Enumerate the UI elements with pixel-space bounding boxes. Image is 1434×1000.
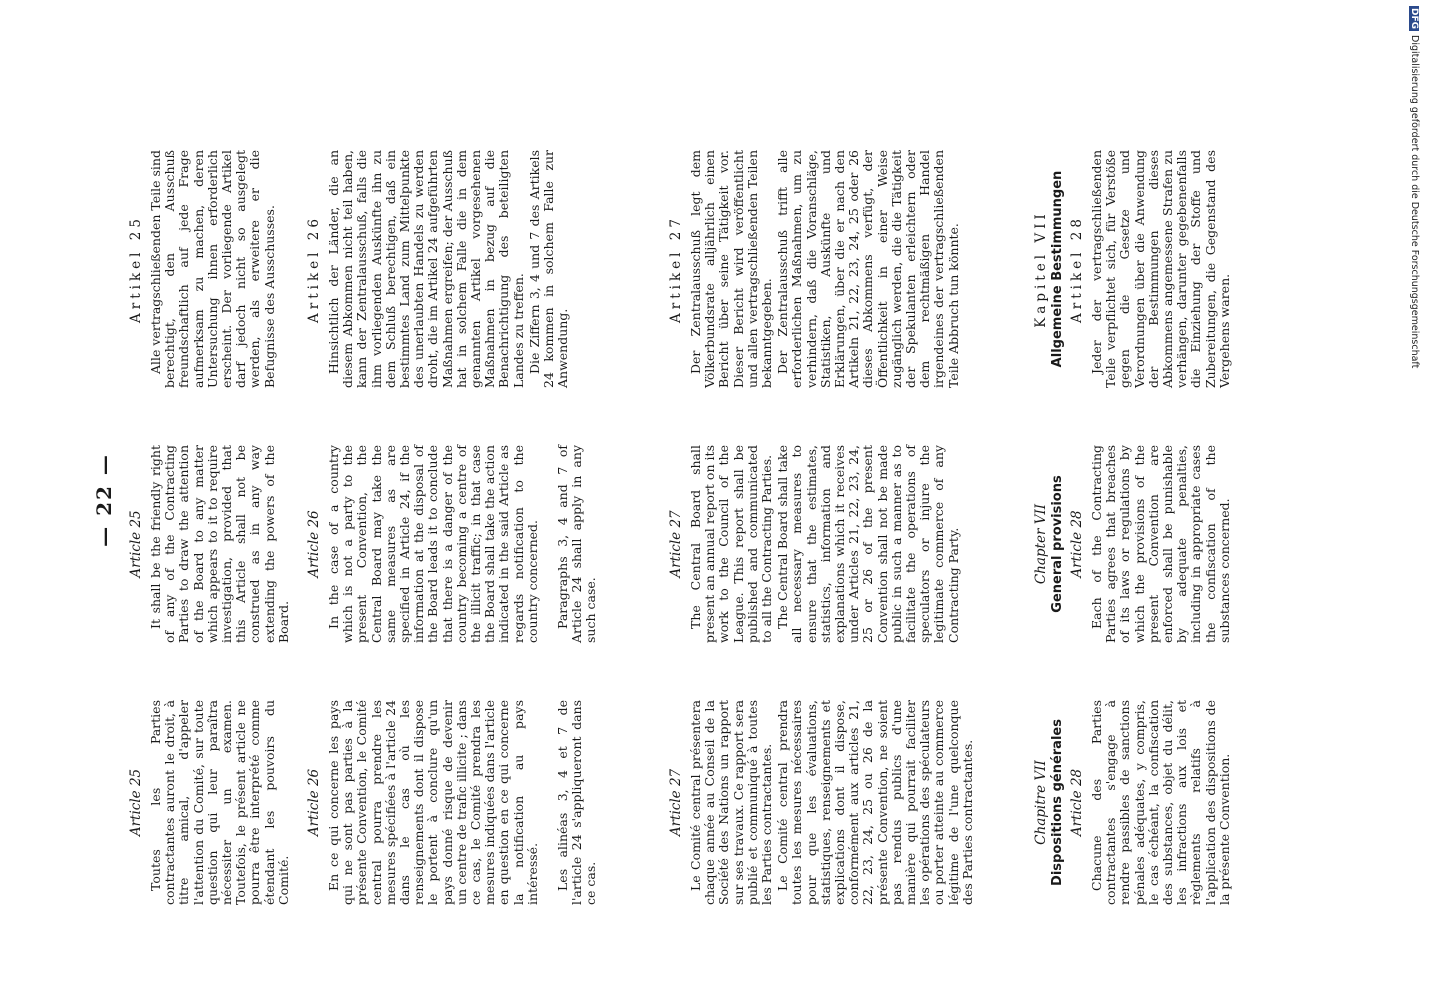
article-heading: Artikel 27: [668, 215, 684, 323]
article-text: In the case of a country which is not a party to the present Convention, the Central Board may take the same measures as are specified in Article 24, if the information at the disposal of the Board leads it to conclude that there is a danger of the country becoming a centre of the illicit traffic; in that case the Board shall take the action indicated in the said Article as regards notification to the country concerned.: [326, 445, 540, 643]
page-number: — 22 —: [92, 453, 116, 547]
french-article-27: [668, 700, 975, 905]
article-heading: Artikel 25: [128, 215, 144, 323]
article-heading: Artikel 26: [306, 215, 322, 323]
article-heading: Article 26: [306, 768, 322, 837]
dfg-logo-icon: DFG: [1409, 8, 1419, 30]
article-text: Each of the Contracting Parties agrees that breaches of its laws or regulations by which the provisions of the present Convention are enforced shall be punishable by adequate penalties, including in appropriate cases the confiscation of the substances concerned.: [1089, 445, 1232, 643]
article-text: The Central Board shall present an annual report on its work to the Council of the League. This report shall be published and communicated to all the Contracting Parties.: [688, 445, 775, 643]
article-heading: Article 27: [668, 510, 684, 578]
german-article-27: [668, 150, 961, 388]
french-article-26: [306, 700, 599, 905]
article-heading: Article 25: [128, 510, 144, 578]
chapter-heading: Chapitre VII: [1033, 760, 1049, 845]
article-text: Der Zentralausschuß trifft alle erforderlichen Maßnahmen, um zu verhindern, daß die Voranschläge, Statistiken, Auskünfte und Erklärungen, über die er nach den Artikeln 21, 22, 23, 24, 25 oder 26 dieses Abkommens verfügt, der Öffentlichkeit in einer Weise zugänglich werden, die die Tätigkeit der Spekulanten erleichtern oder dem rechtmäßigen Handel irgendeines der vertragschließenden Teile Abbruch tun könnte.: [775, 150, 961, 388]
chapter-heading: Chapter VII: [1033, 503, 1049, 585]
article-text: En ce qui concerne les pays qui ne sont pas parties à la présente Convention, le Comité central pourra prendre les mesures spécifiées à l'article 24 dans le cas où les renseignements dont il dispose le portent à conclure qu'un pays donné risque de devenir un centre de trafic illicite ; dans ce cas, le Comité prendra les mesures indiquées dans l'article en question en ce qui concerne la notification au pays intéressé.: [326, 700, 540, 905]
article-text: Der Zentralausschuß legt dem Völkerbundsrate alljährlich einen Bericht über seine Tätigkeit vor. Dieser Bericht wird veröffentlicht und allen vertragschließenden Teilen bekanntgegeben.: [688, 150, 775, 388]
article-heading: Artikel 28: [1069, 215, 1085, 323]
french-article-25: [128, 700, 291, 905]
article-text: It shall be the friendly right of any of the Contracting Parties to draw the attention of the Board to any matter which appears to it to require investigation, provided that this Article shall not be construed as in any way extending the powers of the Board.: [148, 445, 291, 643]
article-text: Die Ziffern 3, 4 und 7 des Artikels 24 kommen in solchem Falle zur Anwendung.: [526, 150, 571, 388]
article-text: Alle vertragschließenden Teile sind berechtigt, den Ausschuß freundschaftlich auf jede Frage aufmerksam zu machen, deren Untersuchung ihnen erforderlich erscheint. Der vorliegende Artikel darf jedoch nicht so ausgelegt werden, als erweitere er die Befugnisse des Ausschusses.: [148, 150, 277, 388]
chapter-title: Allgemeine Bestimmungen: [1050, 170, 1065, 368]
english-article-26: [306, 445, 599, 643]
article-heading: Article 25: [128, 768, 144, 837]
german-chapter-7: [1033, 150, 1232, 388]
article-heading: Article 28: [1069, 768, 1085, 837]
german-article-25: [128, 150, 277, 388]
english-article-25: [128, 445, 291, 643]
article-text: Paragraphs 3, 4 and 7 of Article 24 shall apply in any such case.: [555, 445, 599, 643]
credit-text: Digitalisierung gefördert durch die Deutsche Forschungsgemeinschaft: [1409, 35, 1420, 369]
article-heading: Article 28: [1069, 510, 1085, 578]
german-article-26: [306, 150, 570, 388]
article-text: Les alinéas 3, 4 et 7 de l'article 24 s'appliqueront dans ce cas.: [555, 700, 599, 905]
chapter-title: Dispositions générales: [1050, 719, 1065, 886]
article-text: Hinsichtlich der Länder, die an diesem Abkommen nicht teil haben, kann der Zentralausschuß, falls die ihm vorliegenden Auskünfte ihn zu dem Schluß berechtigen, daß ein bestimmtes Land zum Mittelpunkte des unerlaubten Handels zu werden droht, die im Artikel 24 aufgeführten Maßnahmen ergreifen; der Ausschuß hat in solchem Falle die in dem genannten Artikel vorgesehenen Maßnahmen in bezug auf die Benachrichtigung des beteiligten Landes zu treffen.: [326, 150, 526, 388]
article-text: Chacune des Parties contractantes s'engage à rendre passibles de sanctions pénales adéquates, y compris, le cas échéant, la confiscation des substances, objet du délit, les infractions aux lois et règlements relatifs à l'application des dispositions de la présente Convention.: [1089, 700, 1232, 905]
french-chapter-7: [1033, 700, 1232, 905]
chapter-heading: Kapitel VII: [1033, 210, 1049, 328]
article-heading: Article 27: [668, 768, 684, 837]
article-text: Le Comité central présentera chaque année au Conseil de la Société des Nations un rapport sur ses travaux. Ce rapport sera publié et communiqué à toutes les Parties contractantes.: [688, 700, 775, 905]
english-article-27: [668, 445, 961, 643]
article-text: Jeder der vertragschließenden Teile verpflichtet sich, für Verstöße gegen die Gesetze und Verordnungen über die Anwendung der Bestimmungen dieses Abkommens angemessene Strafen zu verhängen, darunter gegebenenfalls die Einziehung der Stoffe und Zubereitungen, die Gegenstand des Vergehens waren.: [1089, 150, 1232, 388]
article-text: Le Comité central prendra toutes les mesures nécessaires pour que les évaluations, statistiques, renseignements et explications dont il dispose, conformément aux articles 21, 22, 23, 24, 25 ou 26 de la présente Convention, ne soient pas rendus publics d'une manière qui pourrait faciliter les opérations des spéculateurs ou porter atteinte au commerce légitime de l'une quelconque des Parties contractantes.: [775, 700, 975, 905]
digitization-credit: [1409, 6, 1420, 368]
chapter-title: General provisions: [1050, 475, 1065, 613]
article-heading: Article 26: [306, 510, 322, 578]
article-text: The Central Board shall take all necessary measures to ensure that the estimates, statistics, information and explanations which it receives under Articles 21, 22, 23, 24, 25 or 26 of the present Convention shall not be made public in such a manner as to facilitate the operations of speculators or injure the legitimate commerce of any Contracting Party.: [775, 445, 961, 643]
english-chapter-7: [1033, 445, 1232, 643]
article-text: Toutes les Parties contractantes auront le droit, à titre amical, d'appeler l'attention du Comité, sur toute question qui leur paraîtra nécessiter un examen. Toutefois, le présent article ne pourra être interprété comme étendant les pouvoirs du Comité.: [148, 700, 291, 905]
